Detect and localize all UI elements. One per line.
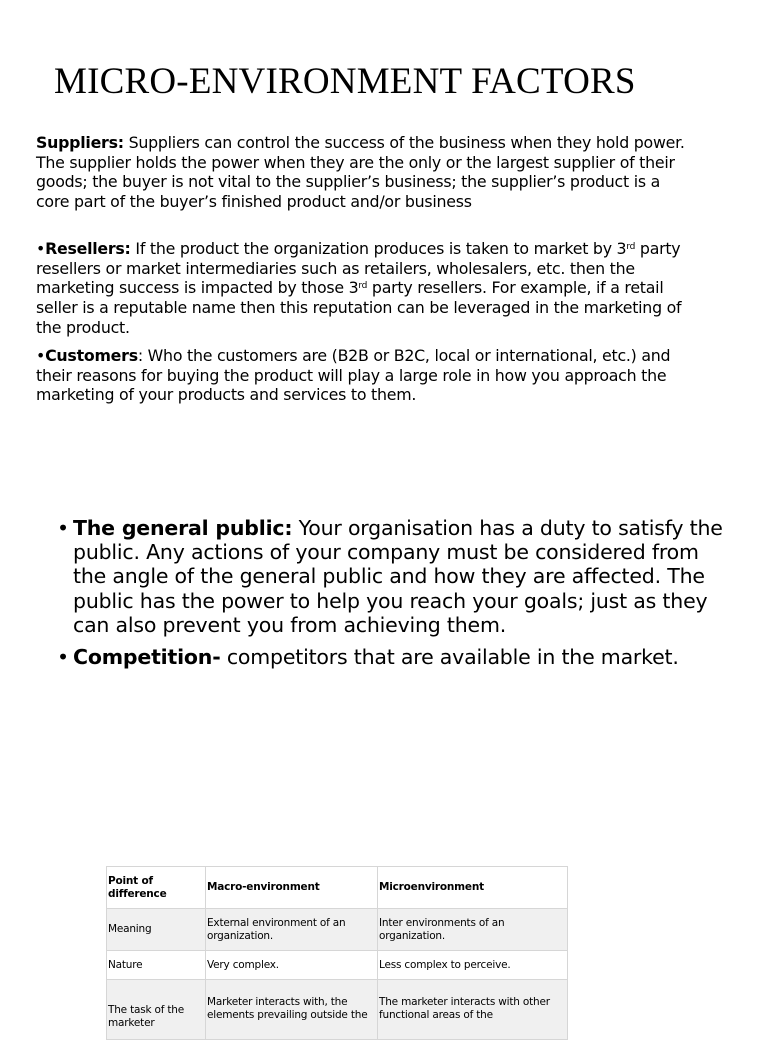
table-cell: The task of the marketer (107, 980, 206, 1040)
table-cell: Inter environments of an organization. (378, 909, 568, 951)
page-title: MICRO-ENVIRONMENT FACTORS (54, 61, 636, 102)
table-cell: Nature (107, 951, 206, 980)
table-row (107, 909, 568, 951)
table-header-cell: Microenvironment (378, 867, 568, 909)
table-header-cell: Macro-environment (206, 867, 378, 909)
suppliers-paragraph (36, 133, 686, 212)
table-header-cell: Point of difference (107, 867, 206, 909)
resellers-text-a: If the product the organization produces is taken to market by 3 (130, 239, 627, 258)
table-cell: External environment of an organization. (206, 909, 378, 951)
bullet-list (57, 516, 737, 677)
table-row (107, 951, 568, 980)
comparison-table (106, 866, 568, 1040)
customers-paragraph (36, 346, 686, 405)
bullet-item-general-public (57, 516, 737, 637)
bullet-marker: • (57, 645, 69, 670)
table-cell: Less complex to perceive. (378, 951, 568, 980)
bullet-label: The general public: (73, 516, 293, 540)
suppliers-text: Suppliers can control the success of the business when they hold power. The supplier holds the power when they are the only or the largest supplier of their goods; the buyer is not vital to the supplier’s business; the supplier’s product is a core part of the buyer’s finished product and/or business (36, 133, 685, 212)
table-header-row (107, 867, 568, 909)
customers-label: Customers (45, 346, 138, 365)
resellers-bullet: • (36, 239, 46, 258)
bullet-label: Competition- (73, 645, 221, 670)
bullet-text: Your organisation has a duty to satisfy the public. Any actions of your company must be considered from the angle of the general public and how they are affected. The public has the power to help you reach your goals; just as they can also prevent you from achieving them. (73, 516, 723, 637)
customers-text: : Who the customers are (B2B or B2C, local or international, etc.) and their reasons for buying the product will play a large role in how you approach the marketing of your products and services to them. (36, 346, 671, 405)
bullet-text: competitors that are available in the market. (220, 645, 679, 670)
table-cell: Meaning (107, 909, 206, 951)
table-row (107, 980, 568, 1040)
bullet-item-competition (57, 645, 737, 669)
resellers-text-b: party resellers or market intermediaries such as retailers, wholesalers, etc. then the marketing success is impacted by those 3 (36, 239, 681, 298)
table-cell: Marketer interacts with, the elements prevailing outside the (206, 980, 378, 1040)
resellers-text-c: party resellers. For example, if a retail seller is a reputable name then this reputation can be leveraged in the marketing of the product. (36, 278, 682, 337)
resellers-label: Resellers: (45, 239, 131, 258)
resellers-paragraph (36, 239, 686, 338)
suppliers-label: Suppliers: (36, 133, 124, 152)
resellers-superscript-b: rd (358, 281, 368, 292)
customers-bullet: • (36, 346, 46, 365)
table-cell: Very complex. (206, 951, 378, 980)
bullet-marker: • (57, 516, 69, 540)
resellers-superscript-a: rd (626, 242, 636, 252)
table-cell: The marketer interacts with other functional areas of the (378, 980, 568, 1040)
